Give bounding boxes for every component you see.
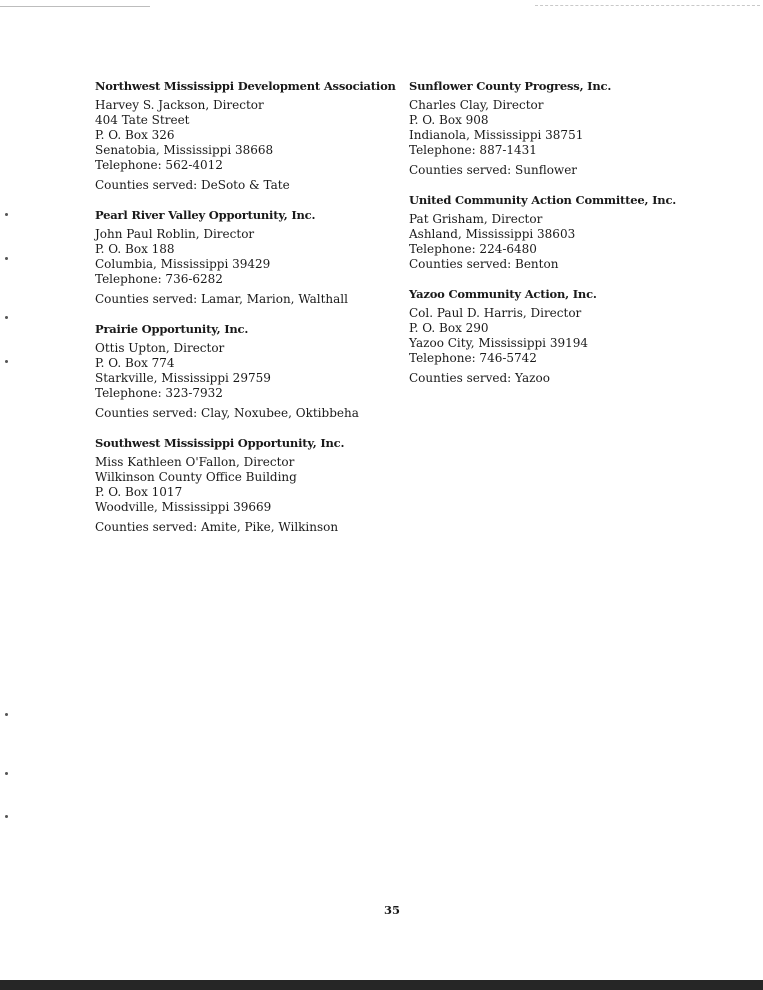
agency-entry [95,435,395,535]
agency-line: Harvey S. Jackson, Director [95,98,264,112]
counties-served: Counties served: Benton [409,257,559,271]
right-column [409,78,739,400]
agency-line: Telephone: 887-1431 [409,143,537,157]
agency-line: Telephone: 736-6282 [95,272,223,286]
margin-mark [5,316,8,319]
agency-entry [95,78,395,193]
agency-line: P. O. Box 290 [409,321,489,335]
margin-mark [5,713,8,716]
counties-served: Counties served: Amite, Pike, Wilkinson [95,520,339,534]
agency-line: Telephone: 746-5742 [409,351,537,365]
agency-name: United Community Action Committee, Inc. [409,193,677,207]
agency-name: Southwest Mississippi Opportunity, Inc. [95,436,345,450]
agency-line: P. O. Box 326 [95,128,175,142]
left-column [95,78,395,549]
agency-line: Col. Paul D. Harris, Director [409,306,582,320]
agency-line: Columbia, Mississippi 39429 [95,257,271,271]
agency-line: Pat Grisham, Director [409,212,543,226]
margin-mark [5,360,8,363]
agency-line: John Paul Roblin, Director [95,227,255,241]
agency-line: P. O. Box 908 [409,113,489,127]
agency-line: Charles Clay, Director [409,98,544,112]
agency-name: Pearl River Valley Opportunity, Inc. [95,208,316,222]
agency-line: Senatobia, Mississippi 38668 [95,143,274,157]
agency-line: Woodville, Mississippi 39669 [95,500,272,514]
margin-mark [5,772,8,775]
agency-entry [409,192,739,272]
agency-line: Telephone: 323-7932 [95,386,223,400]
agency-entry [409,78,739,178]
agency-line: Yazoo City, Mississippi 39194 [409,336,589,350]
margin-mark [5,815,8,818]
margin-mark [5,213,8,216]
agency-line: Starkville, Mississippi 29759 [95,371,271,385]
agency-line: P. O. Box 188 [95,242,175,256]
agency-name: Prairie Opportunity, Inc. [95,322,249,336]
agency-line: Indianola, Mississippi 38751 [409,128,584,142]
agency-line: Telephone: 224-6480 [409,242,537,256]
scan-bottom-edge [0,980,763,990]
agency-entry [95,321,395,421]
agency-line: P. O. Box 774 [95,356,175,370]
margin-mark [5,257,8,260]
counties-served: Counties served: Yazoo [409,371,550,385]
counties-served: Counties served: DeSoto & Tate [95,178,290,192]
scan-top-rule [0,6,150,7]
agency-line: Wilkinson County Office Building [95,470,297,484]
counties-served: Counties served: Lamar, Marion, Walthall [95,292,348,306]
agency-name: Sunflower County Progress, Inc. [409,79,612,93]
counties-served: Counties served: Clay, Noxubee, Oktibbeha [95,406,359,420]
agency-line: 404 Tate Street [95,113,190,127]
agency-line: P. O. Box 1017 [95,485,183,499]
agency-line: Telephone: 562-4012 [95,158,223,172]
agency-entry [409,286,739,386]
agency-name: Yazoo Community Action, Inc. [409,287,597,301]
counties-served: Counties served: Sunflower [409,163,578,177]
scan-top-dotted-edge [535,5,760,6]
agency-entry [95,207,395,307]
agency-line: Miss Kathleen O'Fallon, Director [95,455,295,469]
agency-line: Ashland, Mississippi 38603 [409,227,576,241]
agency-name: Northwest Mississippi Development Association [95,79,396,93]
agency-line: Ottis Upton, Director [95,341,225,355]
page-number: 35 [384,903,401,917]
